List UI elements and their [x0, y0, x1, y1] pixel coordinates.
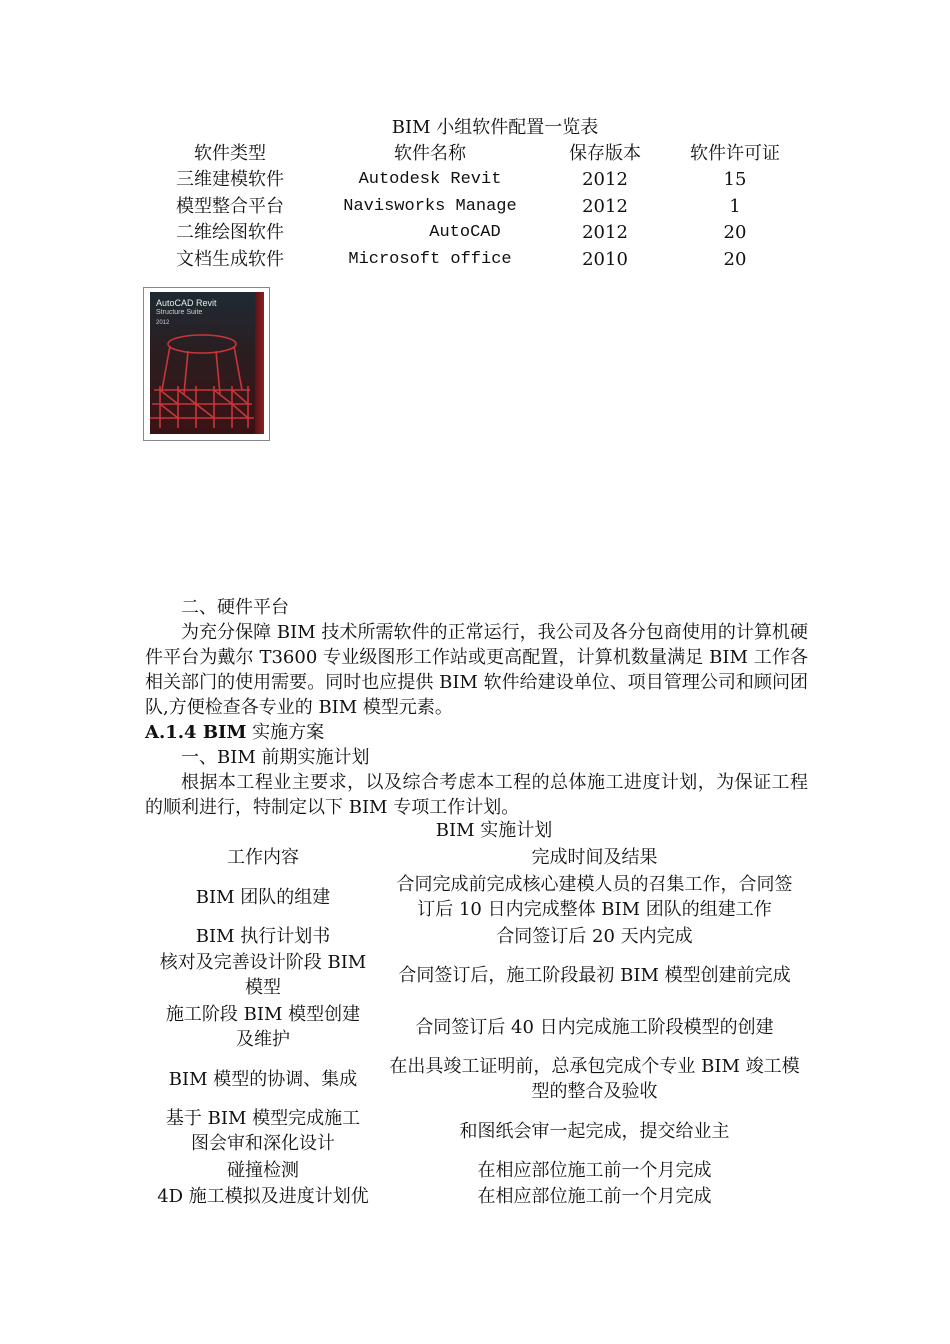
- deadline-cell: 合同签订后，施工阶段最初 BIM 模型创建前完成: [398, 964, 791, 986]
- task-cell: BIM 执行计划书: [195, 925, 331, 947]
- section-heading-plan: 一、BIM 前期实施计划: [181, 747, 370, 768]
- section-heading-a14: [145, 720, 324, 745]
- product-box: [150, 292, 264, 434]
- table-row: [150, 220, 830, 247]
- software-name-cell: AutoCAD: [429, 223, 501, 243]
- software-name-cell: Microsoft office: [348, 249, 512, 269]
- software-name-cell: Navisworks Manage: [343, 196, 517, 216]
- table-row: [145, 1157, 808, 1183]
- deadline-cell: 在相应部位施工前一个月完成: [477, 1185, 712, 1207]
- task-cell: 核对及完善设计阶段 BIM 模型: [159, 952, 367, 998]
- task-cell: BIM 团队的组建: [195, 886, 331, 908]
- task-cell: 4D 施工模拟及进度计划优: [157, 1185, 369, 1207]
- deadline-cell: 合同签订后 20 天内完成: [496, 925, 693, 947]
- plan-table: [145, 844, 808, 1209]
- software-license-cell: 1: [729, 195, 741, 217]
- software-license-cell: 20: [723, 248, 747, 270]
- deadline-cell: 在出具竣工证明前，总承包完成个专业 BIM 竣工模型的整合及验收: [389, 1056, 800, 1102]
- software-table-header: [150, 140, 830, 167]
- table-row: [145, 1105, 808, 1157]
- product-box-label: [156, 298, 217, 328]
- paragraph-hardware: 为充分保障 BIM 技术所需软件的正常运行，我公司及各分包商使用的计算机硬件平台为戴尔 T3600 专业级图形工作站或更高配置，计算机数量满足 BIM 工作各相关部门的使用需要。同时也应提供 BIM 软件给建设单位、项目管理公司和顾问团队,方便检查各专业的 BIM 模型元素。: [145, 622, 808, 718]
- table-row: [145, 949, 808, 1001]
- software-version-cell: 2012: [582, 169, 628, 191]
- section-title: 实施方案: [246, 722, 325, 743]
- table-row: [150, 193, 830, 220]
- header-cell: 完成时间及结果: [531, 847, 658, 868]
- table-row: [145, 923, 808, 949]
- software-license-cell: 15: [723, 169, 747, 191]
- structure-illustration: [150, 330, 255, 434]
- software-version-cell: 2010: [582, 248, 628, 270]
- header-cell: 软件许可证: [690, 142, 780, 164]
- section-heading-hardware: 二、硬件平台: [181, 597, 289, 618]
- header-cell: 工作内容: [227, 847, 299, 868]
- plan-table-header: [145, 844, 808, 871]
- section-number: A.1.4 BIM: [145, 722, 247, 743]
- product-box-line1: AutoCAD Revit: [156, 298, 217, 308]
- table-row: [145, 871, 808, 923]
- software-table: [150, 140, 830, 273]
- software-table-title: BIM 小组软件配置一览表: [391, 117, 599, 138]
- software-version-cell: 2012: [582, 195, 628, 217]
- task-cell: 碰撞检测: [227, 1159, 299, 1181]
- deadline-cell: 合同完成前完成核心建模人员的召集工作，合同签订后 10 日内完成整体 BIM 团队的组建工作: [396, 874, 793, 920]
- software-type-cell: 二维绘图软件: [176, 222, 284, 244]
- task-cell: BIM 模型的协调、集成: [168, 1068, 358, 1090]
- deadline-cell: 和图纸会审一起完成，提交给业主: [459, 1120, 730, 1142]
- table-row: [145, 1001, 808, 1053]
- software-type-cell: 模型整合平台: [176, 195, 284, 217]
- software-version-cell: 2012: [582, 222, 628, 244]
- paragraph-plan: 根据本工程业主要求，以及综合考虑本工程的总体施工进度计划，为保证工程的顺利进行，特制定以下 BIM 专项工作计划。: [145, 772, 808, 818]
- software-type-cell: 三维建模软件: [176, 169, 284, 191]
- table-row: [145, 1053, 808, 1105]
- plan-table-title: BIM 实施计划: [435, 820, 553, 841]
- product-box-side: [255, 292, 264, 434]
- table-row: [145, 1183, 808, 1209]
- product-box-image: [143, 287, 270, 441]
- table-row: [150, 246, 830, 273]
- table-row: [150, 167, 830, 194]
- header-cell: 软件名称: [394, 142, 466, 164]
- deadline-cell: 在相应部位施工前一个月完成: [477, 1159, 712, 1181]
- header-cell: 保存版本: [569, 142, 641, 164]
- software-name-cell: Autodesk Revit: [358, 170, 502, 190]
- task-cell: 基于 BIM 模型完成施工图会审和深化设计: [165, 1108, 361, 1154]
- product-box-line2: Structure Suite: [156, 309, 203, 316]
- header-cell: 软件类型: [194, 142, 266, 164]
- software-license-cell: 20: [723, 222, 747, 244]
- task-cell: 施工阶段 BIM 模型创建及维护: [165, 1004, 361, 1050]
- product-box-line3: 2012: [156, 320, 170, 326]
- software-type-cell: 文档生成软件: [176, 248, 284, 270]
- deadline-cell: 合同签订后 40 日内完成施工阶段模型的创建: [415, 1016, 774, 1038]
